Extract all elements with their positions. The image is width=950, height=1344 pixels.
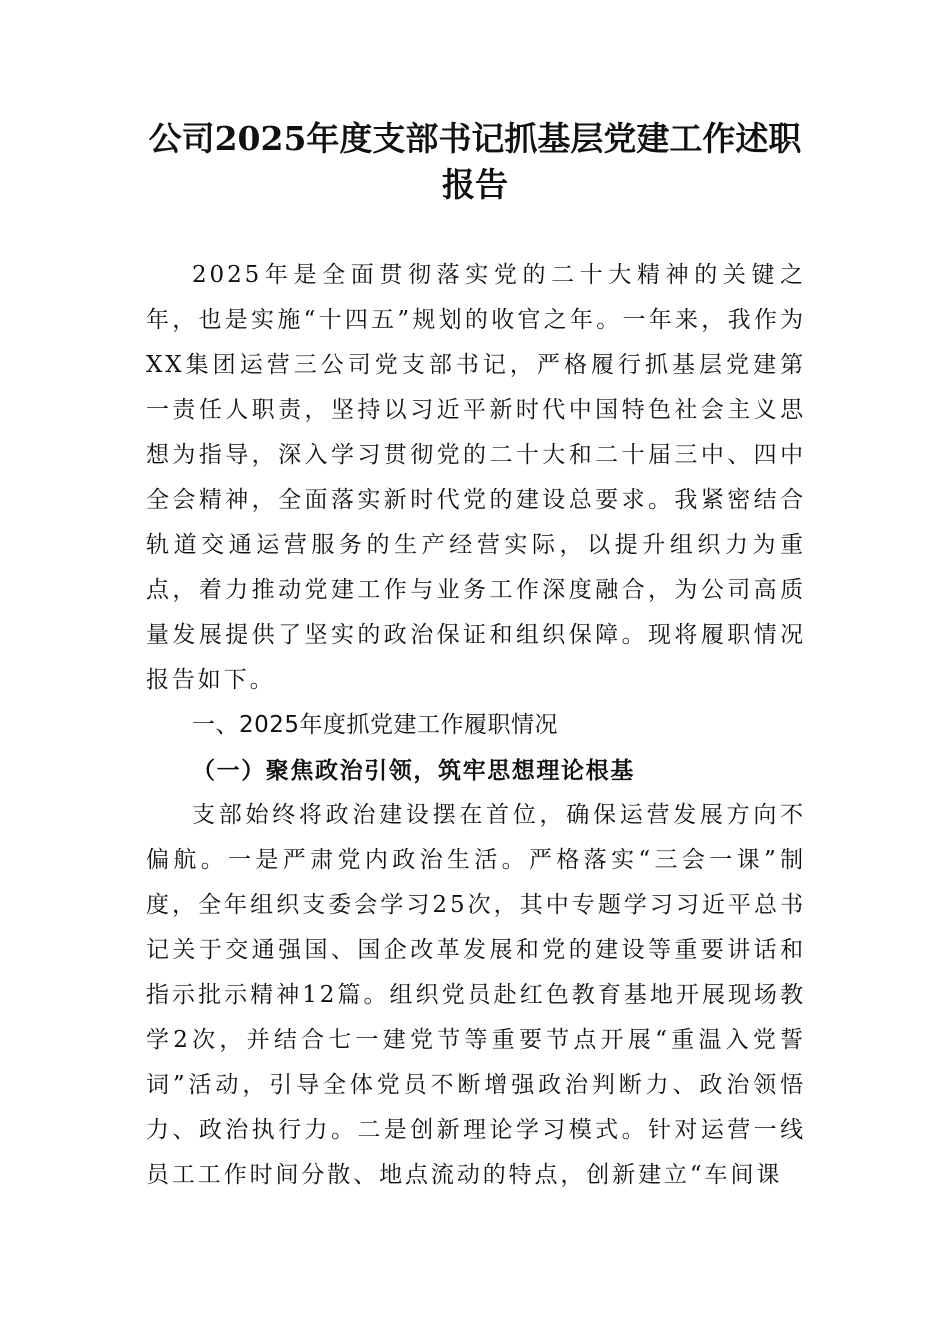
section-heading-1: 一、2025年度抓党建工作履职情况 [192, 712, 559, 738]
intro-paragraph: 2025年是全面贯彻落实党的二十大精神的关键之年，也是实施“十四五”规划的收官之年。一年来，我作为XX集团运营三公司党支部书记，严格履行抓基层党建第一责任人职责，坚持以习近平新时代中国特色社会主义思想为指导，深入学习贯彻党的二十大和二十届三中、四中全会精神，全面落实新时代党的建设总要求。我紧密结合轨道交通运营服务的生产经营实际，以提升组织力为重点，着力推动党建工作与业务工作深度融合，为公司高质量发展提供了坚实的政治保证和组织保障。现将履职情况报告如下。 [146, 262, 806, 693]
subsection-heading-1: （一）聚焦政治引领，筑牢思想理论根基 [192, 757, 635, 784]
subsection-paragraph-1: 支部始终将政治建设摆在首位，确保运营发展方向不偏航。一是严肃党内政治生活。严格落实“三会一课”制度，全年组织支委会学习25次，其中专题学习习近平总书记关于交通强国、国企改革发展和党的建设等重要讲话和指示批示精神12篇。组织党员赴红色教育基地开展现场教学2次，并结合七一建党节等重要节点开展“重温入党誓词”活动，引导全体党员不断增强政治判断力、政治领悟力、政治执行力。二是创新理论学习模式。针对运营一线员工工作时间分散、地点流动的特点，创新建立“车间课 [146, 802, 806, 1188]
document-title: 公司2025年度支部书记抓基层党建工作述职报告 [148, 119, 802, 204]
document-body [146, 253, 806, 1198]
